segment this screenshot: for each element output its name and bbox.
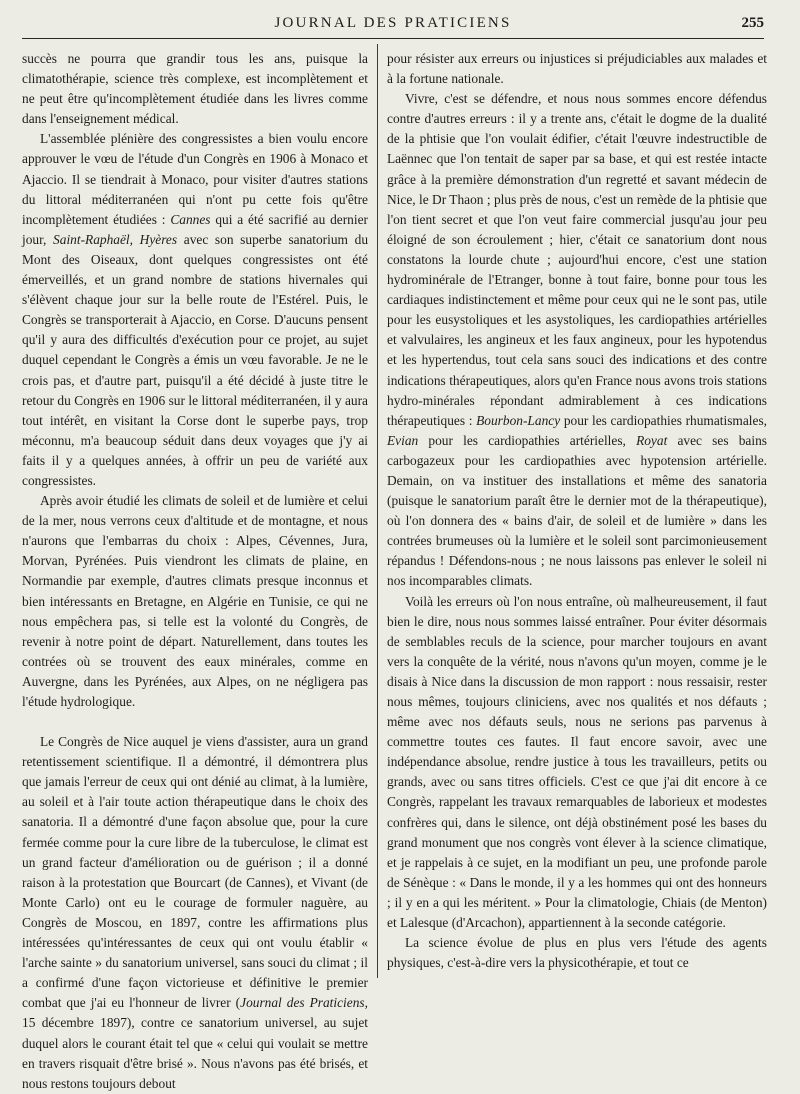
running-head (22, 13, 764, 37)
right-column (387, 49, 767, 973)
paragraph: Vivre, c'est se défendre, et nous nous sommes encore défendus contre d'autres erreurs : il y a trente ans, c'était le dogme de la dualité de la phtisie que l'on voulait édifier, c'était l'œuvre indestructible de Laënnec que l'on tentait de saper par sa base, et qui est restée intacte grâce à la première démonstration d'un regretté et savant médecin de Nice, le Dr Thaon ; plus près de nous, c'est un remède de la phtisie que l'on tient secret et que l'on veut faire commercial jusqu'au jour peu éloigné de son écroulement ; hier, c'était ce sanatorium dont nous constatons la lourde chute ; aujourd'hui encore, c'est une station hydrominérale de l'Etranger, bonne à tout faire, bonne pour tous les cardiaques indistinctement et même pour ceux qui ne le sont pas, utile pour les eusystoliques et les asystoliques, les cardiopathies artérielles et valvulaires, les angineux et les faux angineux, pour les hypotendus et les hypertendus, tout cela sans souci des indications et des contre indications thérapeutiques, alors qu'en France nous avons trois stations hydro-minérales répondant admirablement à ces indications thérapeutiques : Bourbon-Lancy pour les cardiopathies rhumatismales, Evian pour les cardiopathies artérielles, Royat avec ses bains carbogazeux pour les cardiopathies avec hypotension artérielle. Demain, on va instituer des installations et même des sanatoria (puisque le sanatorium paraît être le dernier mot de la thérapeutique), où l'on donnera des « bains d'air, de soleil et de lumière » dans les contrées brumeuses où la lumière et le soleil sont parcimonieusement répandus ! Défendons-nous ; ne nous laissons pas enlever le soleil ni nos incomparables climats. (387, 91, 768, 589)
italic-journal-name: Journal des Praticiens (240, 995, 365, 1011)
header-rule (22, 38, 764, 39)
italic-station-name: Evian (387, 432, 419, 448)
paragraph: pour résister aux erreurs ou injustices si préjudiciables aux malades et à la fortune nationale. (387, 51, 767, 87)
journal-title: JOURNAL DES PRATICIENS (274, 15, 512, 31)
paragraph: La science évolue de plus en plus vers l'étude des agents physiques, c'est-à-dire vers la physicothérapie, et tout ce (387, 935, 767, 971)
italic-place-name: Saint-Raphaël, Hyères (53, 231, 178, 247)
italic-station-name: Royat (636, 432, 668, 448)
column-divider (377, 44, 378, 978)
paragraph: Voilà les erreurs où l'on nous entraîne, où malheureusement, il faut bien le dire, nous nous sommes laissé entraîner. Pour éviter désormais de semblables reculs de la science, pour marcher toujours en avant vers la conquête de la vérité, nous n'avons qu'un moyen, comme je le disais à Nice dans la discussion de mon rapport : nous ressaisir, rester nous mêmes, toujours cliniciens, avec nos qualités et nos défauts ; même avec nos défauts seuls, nous ne serions pas parvenus à commettre toutes ces fautes. Il faut encore savoir, avec une indépendance absolue, rendre justice à tous les travailleurs, petits ou grands, avec ou sans titres officiels. C'est ce que j'ai dit encore à ce Congrès, rappelant les travaux remarquables de laborieux et modestes confrères qui, dans le silence, ont déjà obstinément posé les bases du grand monument que nos congrès vont élever à la science climatique, et je rappelais à ce sujet, en la modifiant un peu, une profonde parole de Sénèque : « Dans le monde, il y a les hommes qui ont des honneurs ; il y en a qui les méritent. » Pour la climatologie, Chiais (de Menton) et Lalesque (d'Arcachon), appartiennent à la seconde catégorie. (387, 593, 767, 931)
italic-place-name: Cannes (170, 211, 211, 227)
italic-station-name: Bourbon-Lancy (476, 412, 561, 428)
paragraph: Le Congrès de Nice auquel je viens d'assister, aura un grand retentissement scientifique. Il a démontré, il démontrera plus que jamais l'erreur de ceux qui ont dénié au climat, à la lumière, au soleil et à l'air toute action thérapeutique dans le choix des sanatoria. Il a démontré d'une façon absolue que, pour la cure fermée comme pour la cure libre de la tuberculose, le climat est un grand facteur d'amélioration ou de guérison ; il a donné raison à la protestation que Bourcart (de Cannes), et Vivant (de Monte Carlo) ont eu le courage de formuler naguère, au Congrès de Moscou, en 1897, contre les affirmations plus intéressées qu'intéressantes de ceux qui ont voulu établir « l'arche sainte » du sanatorium universel, sans souci du climat ; il a confirmé d'une façon victorieuse et définitive le premier combat que j'ai eu l'honneur de livrer (Journal des Praticiens, 15 décembre 1897), contre ce sanatorium universel, au sujet duquel alors le courant était tel que « celui qui voulait se mettre en travers risquait d'être brisé ». Nous n'avons pas été brisés, et nous restons toujours debout (22, 734, 368, 1091)
paragraph: Après avoir étudié les climats de soleil et de lumière et celui de la mer, nous verrons ceux d'altitude et de montagne, et nous n'aurons que l'embarras du choix : Alpes, Cévennes, Jura, Morvan, Pyrénées. Puis viendront les climats de plaine, en Normandie par exemple, d'autres climats presque inconnus et bien intéressants en Bretagne, en Algérie en Tunisie, ce qui ne nous empêchera pas, si telle est la volonté du Congrès, de revenir à notre point de départ. Naturellement, dans toutes les contrées où se trouvent des eaux minérales, comme en Auvergne, dans les Pyrénées, aux Alpes, on ne négligera pas l'étude hydrologique. (22, 493, 368, 709)
paragraph: succès ne pourra que grandir tous les ans, puisque la climatothérapie, science très complexe, est incomplètement et ne peut être qu'incomplètement étudiée dans les livres comme dans l'enseignement médical. (22, 51, 368, 127)
left-column (22, 49, 368, 1094)
page-number: 255 (741, 15, 764, 31)
paragraph: L'assemblée plénière des congressistes a bien voulu encore approuver le vœu de l'étude d'un Congrès en 1906 à Monaco et Ajaccio. Il se tiendrait à Monaco, pour visiter d'autres stations du littoral méditerranéen qui n'ont pu cette fois qu'être incomplètement étudiées : Cannes qui a été sacrifié au dernier jour, Saint-Raphaël, Hyères avec son superbe sanatorium du Mont des Oiseaux, dont quelques congressistes ont été émerveillés, et un grand nombre de stations hivernales qui s'élèvent chaque jour sur la belle route de l'Estérel. Puis, le Congrès se transporterait à Ajaccio, en Corse. D'aucuns pensent qu'il y aura des difficultés d'exécution pour ce projet, au sujet duquel cependant le Congrès a émis un vœu favorable. Je ne le crois pas, et d'autre part, puisqu'il a été décidé à juste titre le retour du Congrès en 1906 sur le littoral méditerranéen, il y aura tout intérêt, en visitant la Corse dont le superbe pays, trop méconnu, m'a beaucoup séduit dans deux voyages que j'y ai faits il y a quelques années, à offrir un peu de variété aux congressistes. (22, 131, 369, 488)
